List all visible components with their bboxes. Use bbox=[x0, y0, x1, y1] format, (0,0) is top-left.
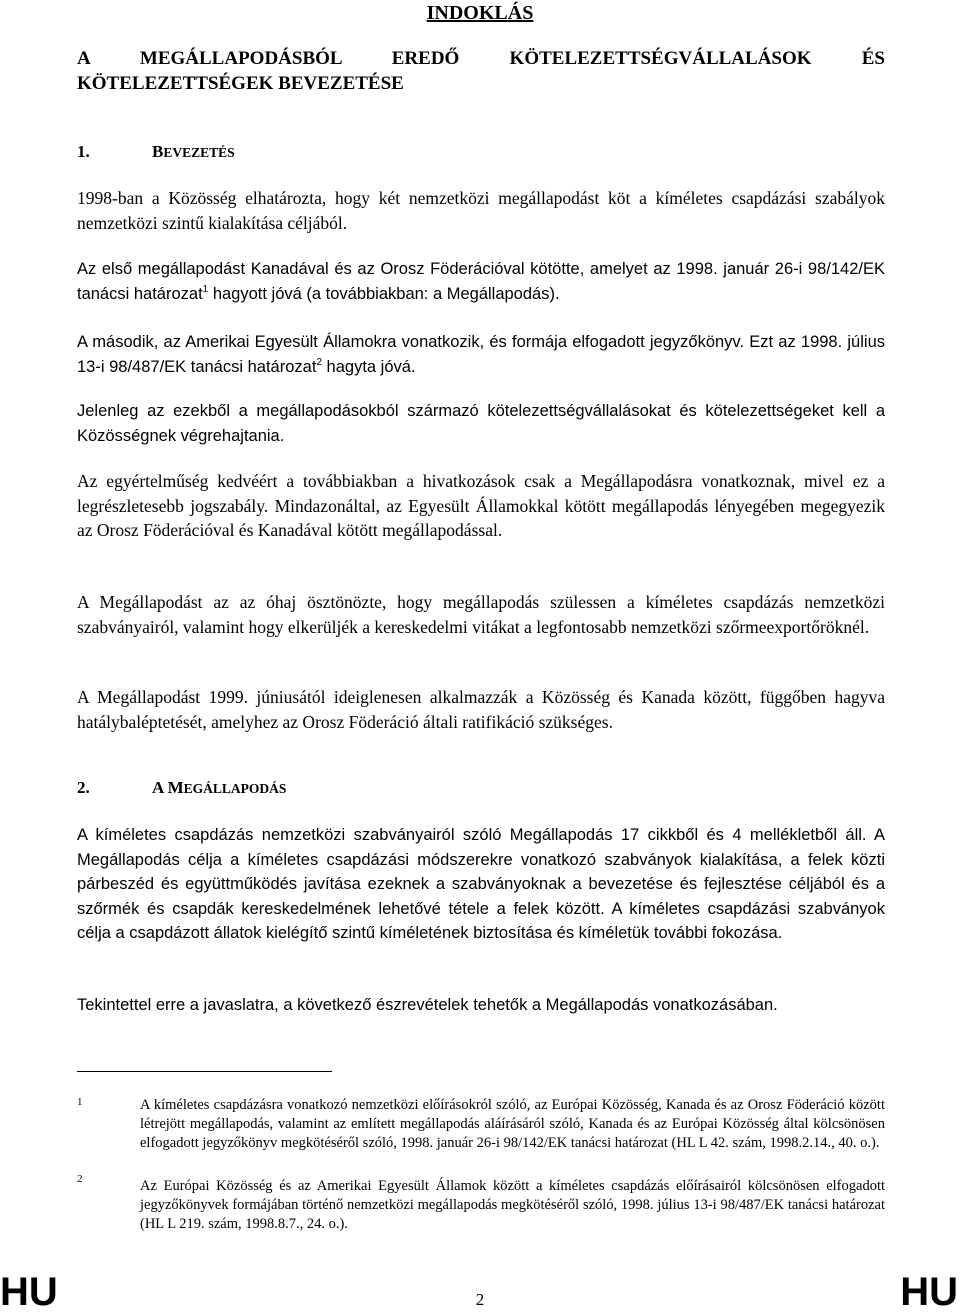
section-2-title-article: A bbox=[152, 778, 168, 797]
footnote-ref-1: 1 bbox=[202, 283, 209, 295]
section-2-title-initial: M bbox=[167, 778, 184, 797]
footnote-separator bbox=[77, 1071, 332, 1072]
section-1-title-rest: EVEZETÉS bbox=[163, 145, 235, 160]
paragraph-2-text-end: hagyott jóvá (a továbbiakban: a Megállapodás). bbox=[208, 284, 560, 303]
main-heading-line1: A MEGÁLLAPODÁSBÓL EREDŐ KÖTELEZETTSÉGVÁLLALÁSOK ÉS bbox=[77, 48, 885, 69]
paragraph-3-text: A második, az Amerikai Egyesült Államokra vonatkozik, és formája elfogadott jegyzőkönyv. Ezt az 1998. július 13-i 98/487/EK tanácsi határozat bbox=[77, 333, 885, 376]
section-1-number: 1. bbox=[77, 142, 90, 161]
main-heading-line2: KÖTELEZETTSÉGEK BEVEZETÉSE bbox=[77, 73, 404, 94]
paragraph-2-text: Az első megállapodást Kanadával és az Orosz Föderációval kötötte, amelyet az 1998. január 26-i 98/142/EK tanácsi határozat bbox=[77, 260, 885, 303]
paragraph-7: A Megállapodást 1999. júniusától ideiglenesen alkalmazzák a Közösség és Kanada között, függőben hagyva hatálybaléptetését, amelyhez az Orosz Föderáció általi ratifikáció szükséges. bbox=[77, 687, 885, 732]
paragraph-5: Az egyértelműség kedvéért a továbbiakban a hivatkozások csak a Megállapodásra vonatkoznak, mivel ez a legrészletesebb jogszabály. Mindazonáltal, az Egyesült Államokkal kötött megállapodás lényegében megegyezik az Orosz Föderációval és Kanadával kötött megállapodással. bbox=[77, 471, 885, 540]
footnote-2-text: Az Európai Közösség és az Amerikai Egyesült Államok között a kíméletes csapdázás előírásairól kölcsönösen elfogadott jegyzőkönyvek formájában történő nemzetközi megállapodás megkötéséről szóló, 1998. július 13-i 98/487/EK tanácsi határozat (HL L 219. szám, 1998.8.7., 24. o.). bbox=[140, 1178, 885, 1232]
footnote-1-number: 1 bbox=[77, 1096, 83, 1108]
footnote-ref-2: 2 bbox=[316, 356, 322, 368]
section-2-number: 2. bbox=[77, 778, 90, 797]
paragraph-6: A Megállapodást az az óhaj ösztönözte, hogy megállapodás szülessen a kíméletes csapdázás nemzetközi szabványairól, valamint hogy elkerüljék a kereskedelmi vitákat a legfontosabb nemzetközi szőrmeexportőröknél. bbox=[77, 592, 885, 637]
main-heading bbox=[77, 46, 885, 96]
paragraph-3 bbox=[77, 330, 885, 379]
paragraph-4: Jelenleg az ezekből a megállapodásokból származó kötelezettségvállalásokat és kötelezettségeket kell a Közösségnek végrehajtania. bbox=[77, 402, 885, 445]
section-2-title-rest: EGÁLLAPODÁS bbox=[183, 781, 287, 796]
footnote-2-number: 2 bbox=[77, 1173, 83, 1185]
section-2-heading bbox=[77, 778, 286, 798]
footnote-1-text: A kíméletes csapdázásra vonatkozó nemzetközi előírásokról szóló, az Európai Közösség, Kanada és az Orosz Föderáció között létrejött megállapodás, valamint az említett megállapodás aláírásáról szóló, Kanada és az Európai Közösség által kölcsönösen elfogadott jegyzőkönyv megkötéséről szóló, 1998. január 26-i 98/142/EK tanácsi határozat (HL L 42. szám, 1998.2.14., 40. o.). bbox=[140, 1097, 885, 1151]
footer-language-code-right: HU bbox=[900, 1270, 958, 1314]
paragraph-8: A kíméletes csapdázás nemzetközi szabványairól szóló Megállapodás 17 cikkből és 4 mellékletből áll. A Megállapodás célja a kíméletes csapdázási módszerekre vonatkozó szabványok kialakítása, a felek közti párbeszéd és együttműködés javítása ezeknek a szabványoknak a bevezetése és fejlesztése céljából és a szőrmék és csapdák kereskedelmének lehetővé tétele a felek között. A kíméletes csapdázási szabványok célja a csapdázott állatok kielégítő szintű kíméletének biztosítása és kíméletük további fokozása. bbox=[77, 826, 885, 942]
footer-language-code-left: HU bbox=[0, 1270, 58, 1314]
section-1-heading bbox=[77, 142, 235, 162]
paragraph-2 bbox=[77, 257, 885, 306]
page-title: INDOKLÁS bbox=[426, 2, 534, 24]
paragraph-1: 1998-ban a Közösség elhatározta, hogy két nemzetközi megállapodást köt a kíméletes csapdázási szabályok nemzetközi szintű kialakítása céljából. bbox=[77, 188, 885, 233]
paragraph-3-text-end: hagyta jóvá. bbox=[321, 357, 416, 376]
page-number: 2 bbox=[475, 1290, 485, 1309]
paragraph-9: Tekintettel erre a javaslatra, a következő észrevételek tehetők a Megállapodás vonatkozásában. bbox=[77, 996, 778, 1014]
section-1-title-initial: B bbox=[152, 142, 164, 161]
